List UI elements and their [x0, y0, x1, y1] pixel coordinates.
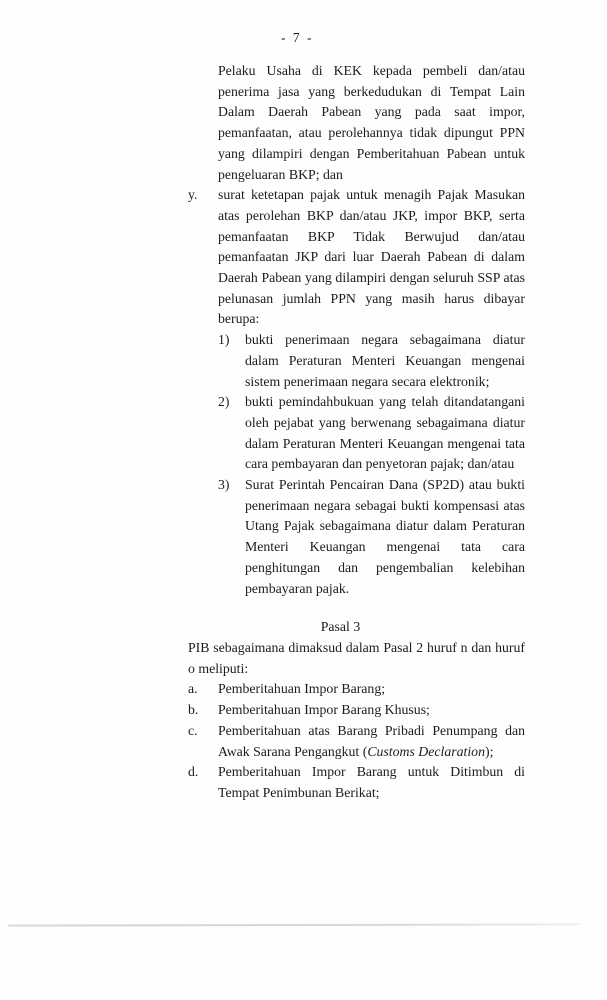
sub-item-marker: 1) — [218, 332, 230, 348]
list-item-text: ); — [484, 743, 494, 759]
list-item-c — [188, 721, 525, 762]
list-item-marker: c. — [188, 722, 198, 738]
list-item-b — [188, 700, 525, 721]
list-item-text: Pemberitahuan Impor Barang untuk Ditimbun di Tempat Penimbunan Berikat; — [218, 764, 525, 800]
document-body — [188, 61, 525, 804]
list-item-text: Pemberitahuan Impor Barang; — [218, 681, 386, 697]
list-item-y — [188, 185, 525, 330]
lettered-list — [188, 679, 525, 803]
list-item-marker: y. — [188, 187, 198, 203]
sub-item-text: bukti pemindahbukuan yang telah ditandatangani oleh pejabat yang berwenang sebagaimana diatur dalam Peraturan Menteri Keuangan mengenai tata cara pembayaran dan penyetoran pajak; dan/atau — [245, 394, 525, 472]
sub-item-1 — [218, 330, 525, 392]
numbered-sublist — [218, 330, 525, 599]
sub-item-text: bukti penerimaan negara sebagaimana diatur dalam Peraturan Menteri Keuangan mengenai sistem penerimaan negara secara elektronik; — [245, 332, 525, 389]
sub-item-marker: 2) — [218, 394, 230, 410]
list-item-marker: d. — [188, 764, 199, 780]
scan-artifact-line — [8, 923, 580, 926]
sub-item-text: Surat Perintah Pencairan Dana (SP2D) atau bukti penerimaan negara sebagai bukti kompensasi atas Utang Pajak sebagaimana diatur dalam Peraturan Menteri Keuangan mengenai tata cara penghitungan dan pengembalian kelebihan pembayaran pajak. — [245, 477, 525, 596]
list-item-marker: a. — [188, 681, 198, 697]
sub-item-3 — [218, 475, 525, 599]
section-heading-pasal-3: Pasal 3 — [320, 619, 361, 635]
pasal3-intro-paragraph: PIB sebagaimana dimaksud dalam Pasal 2 huruf n dan huruf o meliputi: — [188, 639, 525, 676]
page-number: - 7 - — [281, 30, 314, 45]
list-item-marker: b. — [188, 702, 199, 718]
continuation-paragraph: Pelaku Usaha di KEK kepada pembeli dan/atau penerima jasa yang berkedudukan di Tempat Lain Dalam Daerah Pabean yang pada saat impor, pemanfaatan, atau perolehannya tidak dipungut PPN yang dilampiri dengan Pemberitahuan Pabean untuk pengeluaran BKP; dan — [218, 63, 525, 182]
list-item-text: Pemberitahuan Impor Barang Khusus; — [218, 702, 430, 718]
list-item-text: Pemberitahuan atas Barang Pribadi Penumpang dan Awak Sarana Pengangkut ( — [218, 722, 525, 759]
sub-item-2 — [218, 392, 525, 475]
list-item-italic-text: Customs Declaration — [367, 743, 485, 759]
list-item-d — [188, 762, 525, 803]
list-item-a — [188, 679, 525, 700]
list-item-text: surat ketetapan pajak untuk menagih Pajak Masukan atas perolehan BKP dan/atau JKP, impor BKP, serta pemanfaatan BKP Tidak Berwujud dan/atau pemanfaatan JKP dari luar Daerah Pabean di dalam Daerah Pabean yang dilampiri dengan seluruh SSP atas pelunasan jumlah PPN yang masih harus dibayar berupa: — [218, 187, 525, 327]
sub-item-marker: 3) — [218, 477, 230, 493]
